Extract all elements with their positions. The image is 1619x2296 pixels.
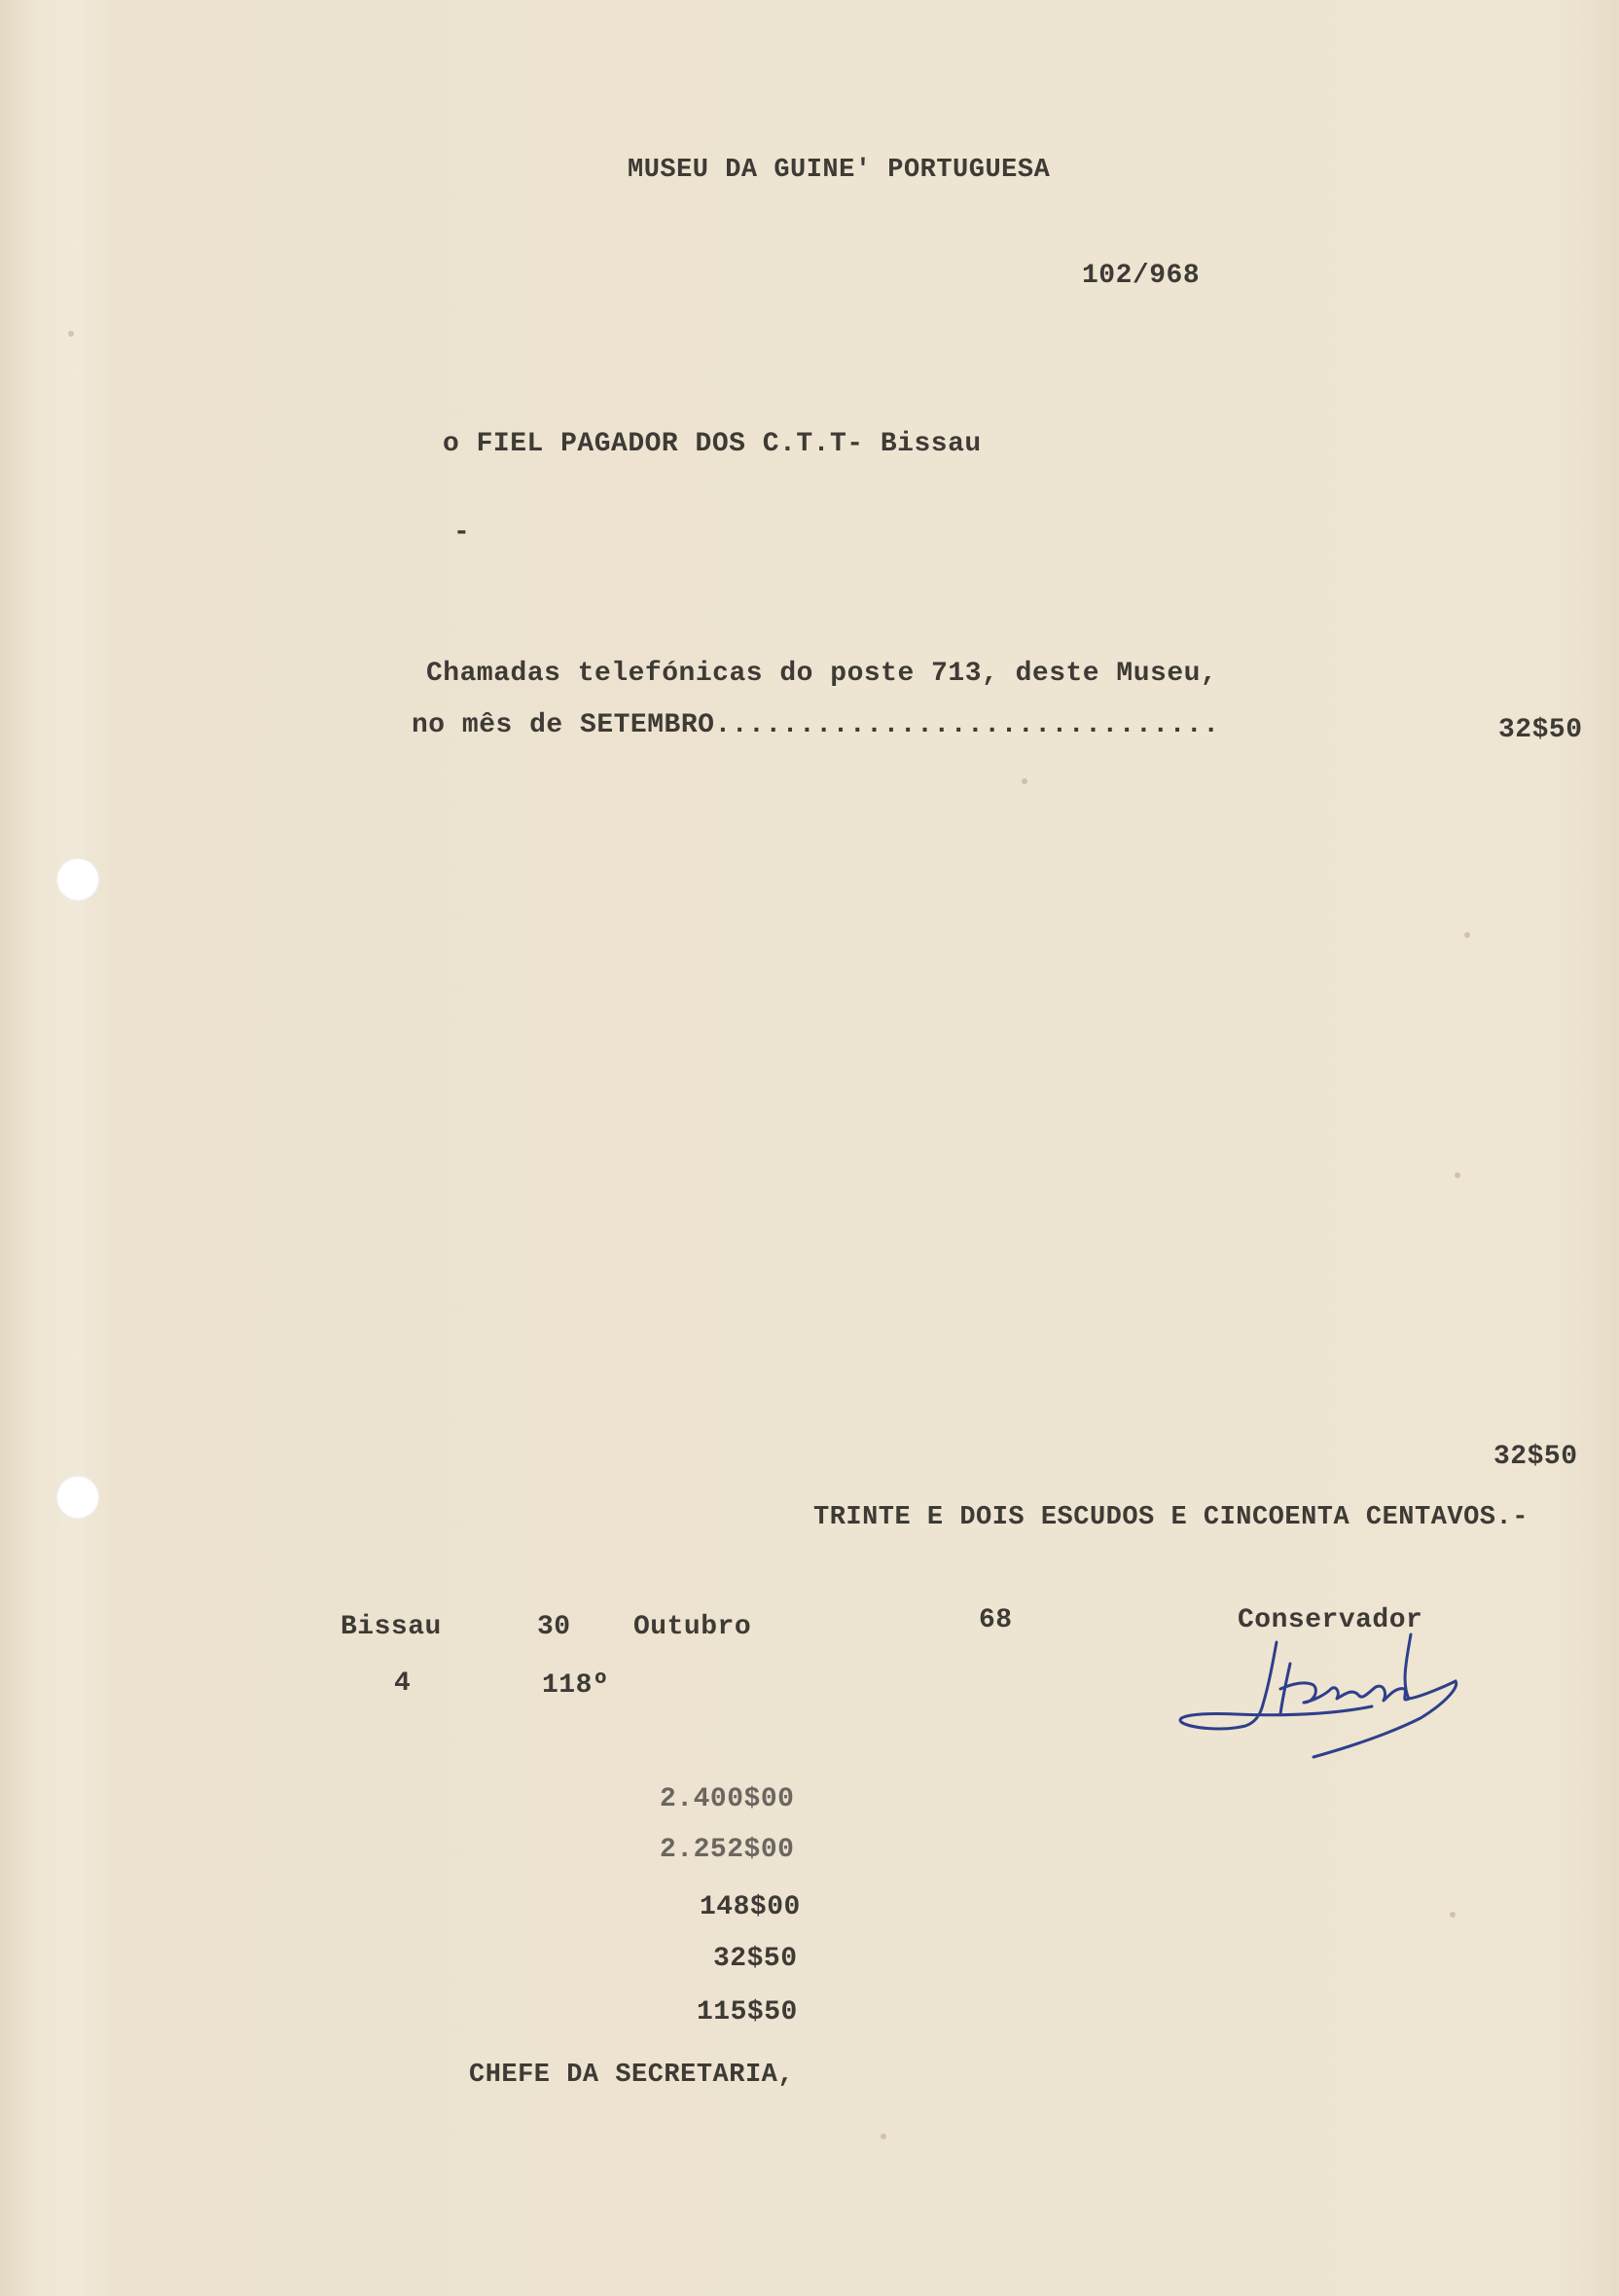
institution-title: MUSEU DA GUINE' PORTUGUESA (628, 156, 1051, 185)
date-year: 68 (979, 1605, 1013, 1635)
paper-speck (1455, 1172, 1460, 1178)
date-extra-1: 4 (394, 1668, 412, 1699)
signatory-title: Conservador (1238, 1605, 1423, 1635)
dash-mark: - (453, 518, 471, 548)
ledger-row-5: 115$50 (697, 1997, 798, 2027)
charge-line-2: no mês de SETEMBRO.............................. (412, 710, 1220, 740)
ledger-row-1: 2.400$00 (660, 1784, 795, 1814)
ledger-row-2: 2.252$00 (660, 1835, 795, 1865)
department-signature-line: CHEFE DA SECRETARIA, (469, 2061, 795, 2090)
date-day: 30 (537, 1612, 571, 1642)
paper-speck (1022, 778, 1027, 784)
ledger-row-3: 148$00 (700, 1892, 801, 1922)
total-in-words: TRINTE E DOIS ESCUDOS E CINCOENTA CENTAVOS.- (813, 1503, 1529, 1532)
total-amount: 32$50 (1493, 1442, 1578, 1472)
punch-hole-bottom (56, 1476, 99, 1519)
handwritten-signature (1168, 1625, 1479, 1761)
ledger-row-4: 32$50 (713, 1944, 798, 1974)
addressee: o FIEL PAGADOR DOS C.T.T- Bissau (443, 429, 982, 459)
punch-hole-top (56, 858, 99, 901)
date-extra-2: 118º (542, 1670, 610, 1701)
paper-speck (1464, 932, 1470, 938)
reference-number: 102/968 (1082, 261, 1201, 291)
paper-fold-strip (39, 0, 112, 2296)
date-place: Bissau (341, 1612, 442, 1642)
paper-speck (68, 331, 74, 337)
paper-speck (881, 2134, 886, 2139)
paper-speck (1450, 1912, 1456, 1918)
date-month: Outubro (633, 1612, 752, 1642)
charge-line-1: Chamadas telefónicas do poste 713, deste Museu, (426, 659, 1218, 689)
charge-amount: 32$50 (1498, 715, 1583, 745)
